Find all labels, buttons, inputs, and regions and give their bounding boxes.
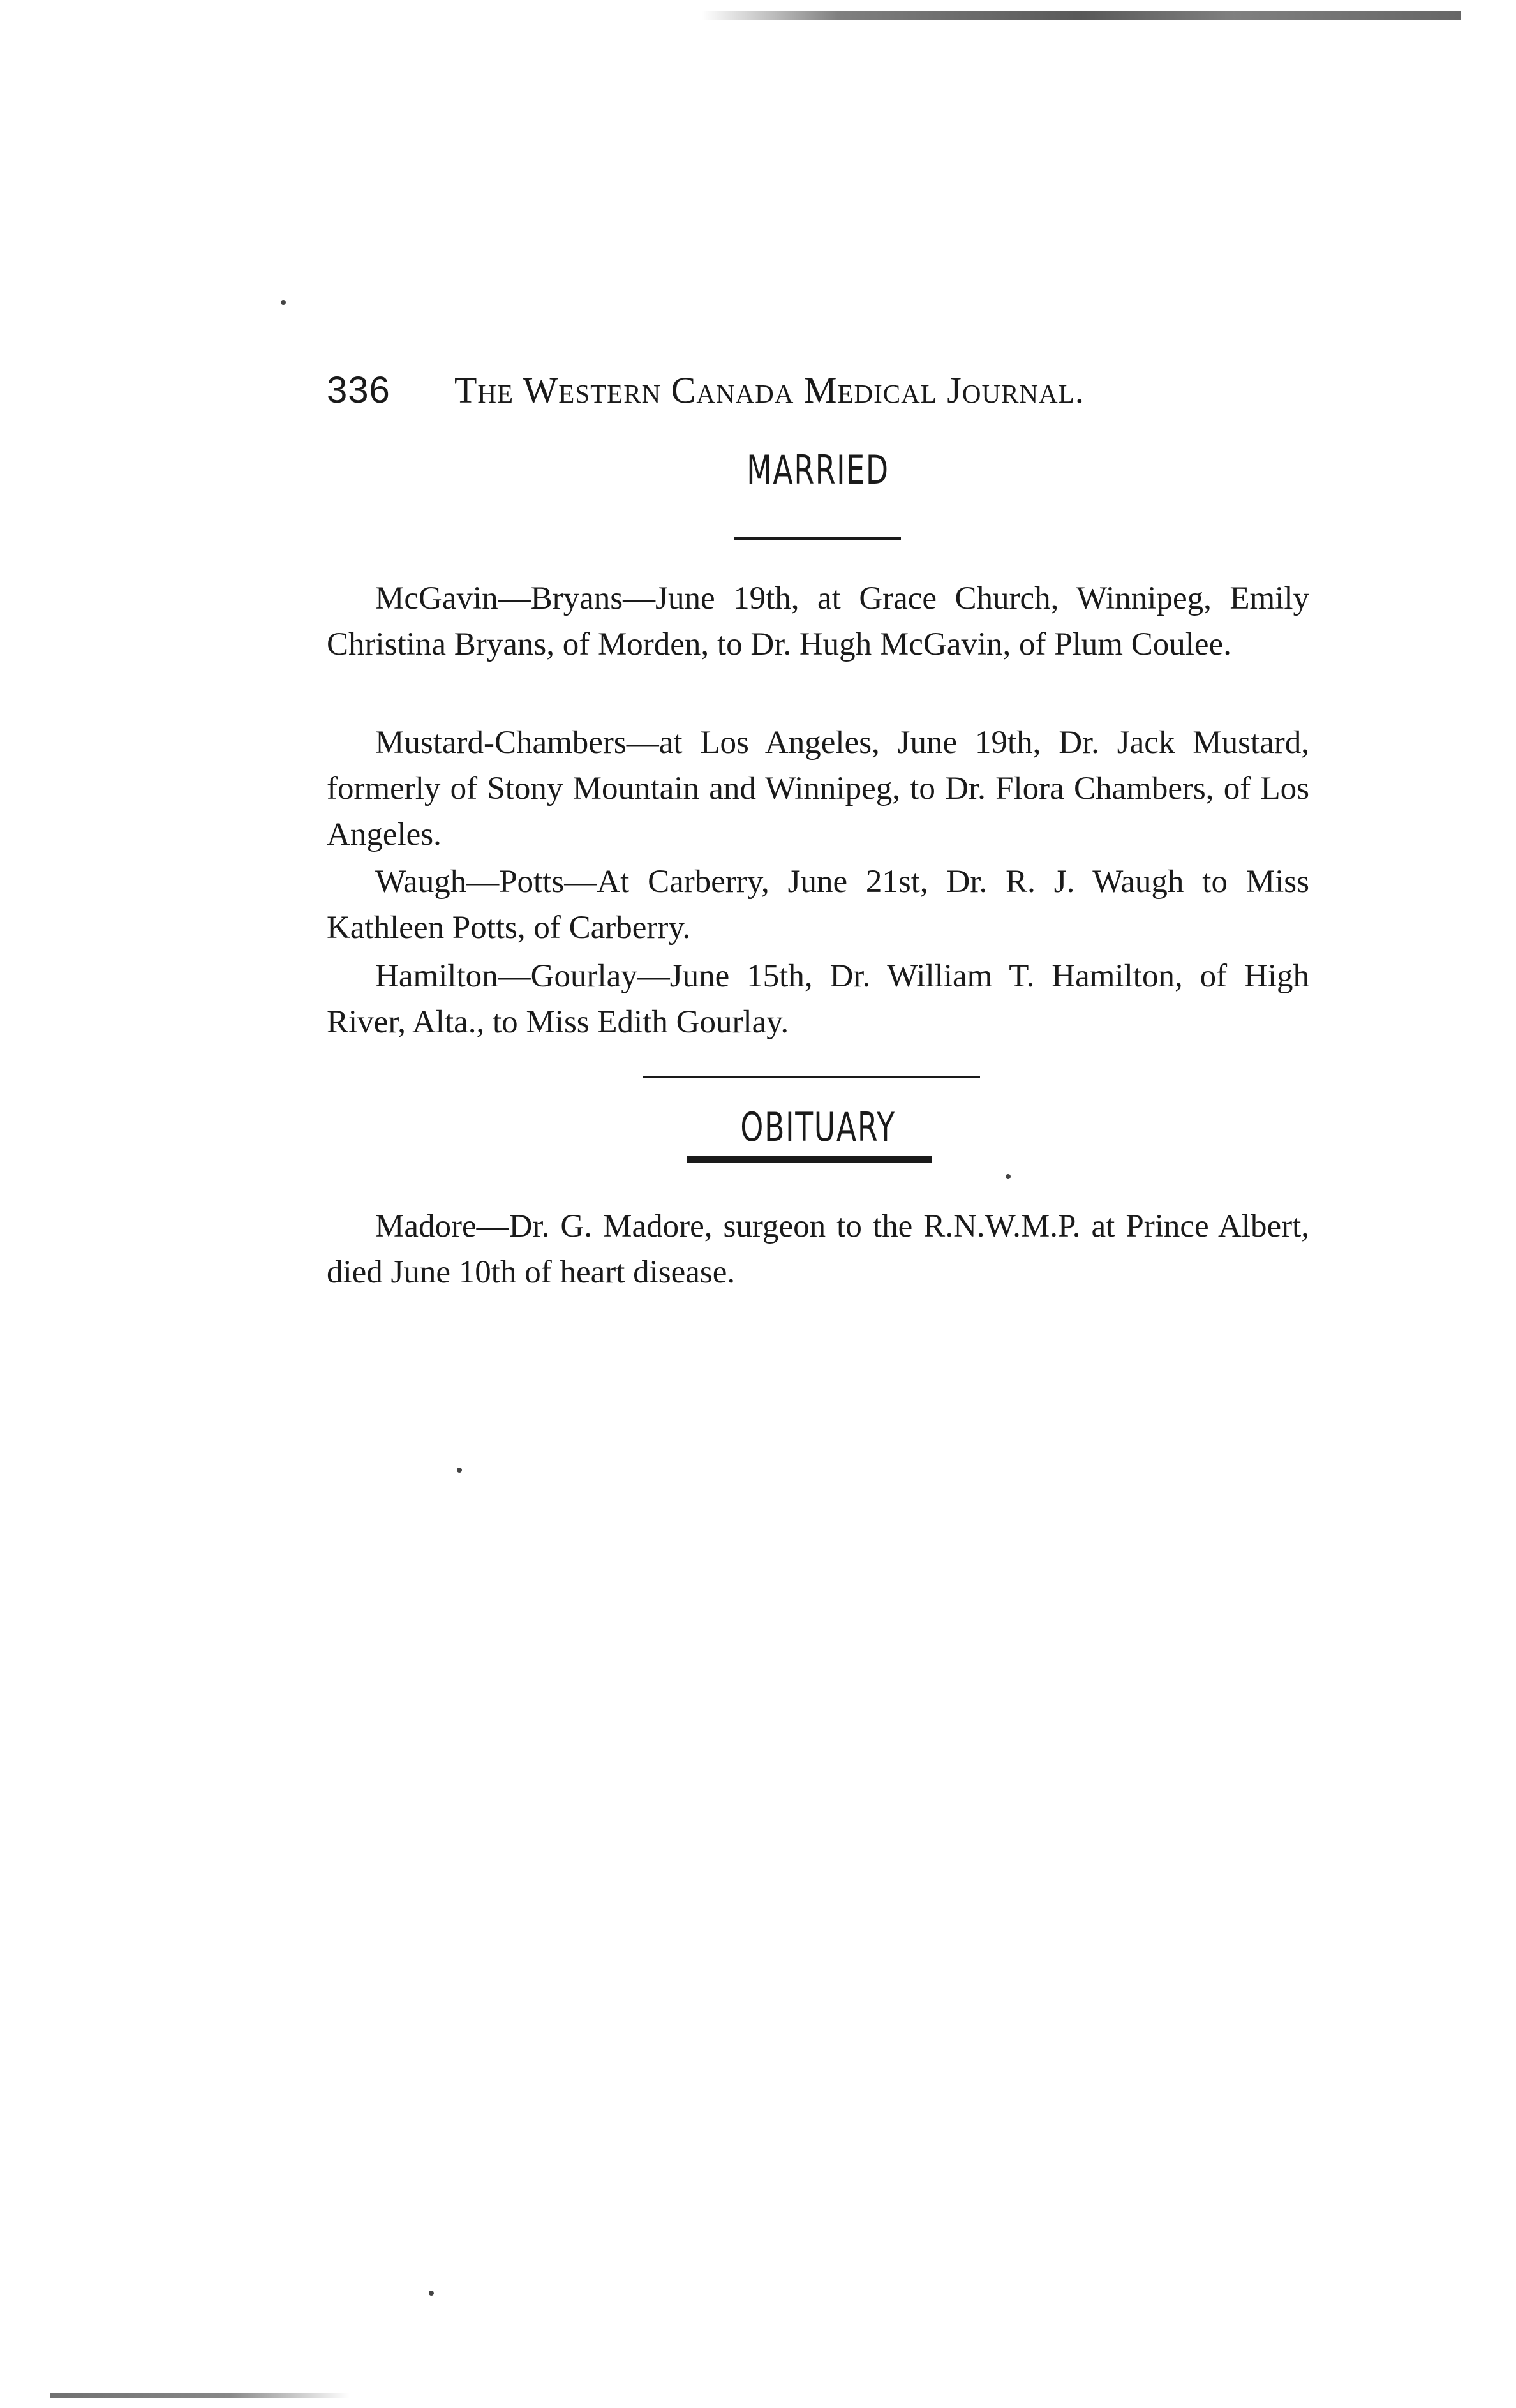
- married-entry: Hamilton—Gourlay—June 15th, Dr. William T. Hamilton, of High River, Alta., to Miss Edith Gourlay.: [327, 958, 1309, 1040]
- married-entry: McGavin—Bryans—June 19th, at Grace Church, Winnipeg, Emily Christina Bryans, of Morden, to Dr. Hugh McGavin, of Plum Coulee.: [327, 581, 1309, 662]
- married-heading: MARRIED: [747, 447, 889, 493]
- obituary-rule: [687, 1156, 932, 1163]
- scan-edge-top: [702, 11, 1461, 20]
- married-rule: [734, 537, 901, 540]
- married-entry: Waugh—Potts—At Carberry, June 21st, Dr. R. J. Waugh to Miss Kathleen Potts, of Carberry.: [327, 864, 1309, 946]
- scan-speck: [429, 2291, 434, 2296]
- scan-speck: [281, 300, 286, 305]
- scan-speck: [457, 1468, 462, 1473]
- obituary-entry: Madore—Dr. G. Madore, surgeon to the R.N.W.M.P. at Prince Albert, died June 10th of heart disease.: [327, 1208, 1309, 1290]
- section-divider-rule: [643, 1076, 980, 1078]
- running-head: [327, 369, 1245, 412]
- married-entry: Mustard-Chambers—at Los Angeles, June 19th, Dr. Jack Mustard, formerly of Stony Mountain and Winnipeg, to Dr. Flora Chambers, of Los Angeles.: [327, 725, 1309, 852]
- scan-edge-bottom: [50, 2393, 350, 2398]
- page-number: 336: [327, 369, 390, 411]
- obituary-heading: OBITUARY: [740, 1104, 896, 1150]
- scan-speck: [1006, 1174, 1011, 1179]
- journal-title: The Western Canada Medical Journal.: [454, 369, 1085, 411]
